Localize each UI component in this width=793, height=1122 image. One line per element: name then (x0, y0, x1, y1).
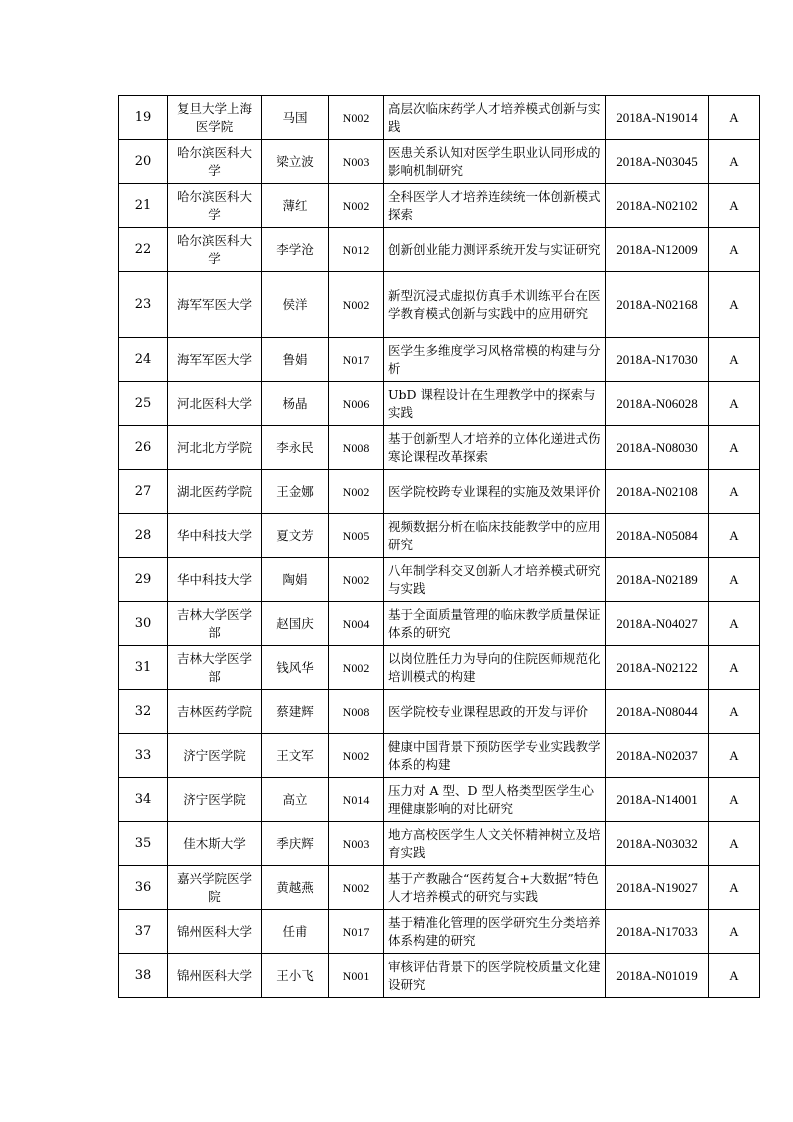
cell-project-id: 2018A-N19027 (606, 866, 709, 910)
cell-category: N014 (329, 778, 384, 822)
cell-person: 鲁娟 (262, 338, 329, 382)
cell-institution: 哈尔滨医科大学 (168, 228, 262, 272)
cell-title: 高层次临床药学人才培养模式创新与实践 (384, 96, 606, 140)
table-row (119, 778, 760, 822)
cell-number: 20 (119, 140, 168, 184)
cell-title: 地方高校医学生人文关怀精神树立及培育实践 (384, 822, 606, 866)
cell-grade: A (709, 558, 760, 602)
cell-grade: A (709, 470, 760, 514)
cell-number: 36 (119, 866, 168, 910)
cell-category: N012 (329, 228, 384, 272)
table-row (119, 140, 760, 184)
cell-number: 31 (119, 646, 168, 690)
cell-project-id: 2018A-N08044 (606, 690, 709, 734)
cell-title: 八年制学科交叉创新人才培养模式研究与实践 (384, 558, 606, 602)
cell-category: N017 (329, 910, 384, 954)
cell-institution: 华中科技大学 (168, 558, 262, 602)
cell-grade: A (709, 382, 760, 426)
table-row (119, 338, 760, 382)
table-row (119, 272, 760, 338)
table-row (119, 426, 760, 470)
cell-title: 基于产教融合“医药复合+大数据”特色人才培养模式的研究与实践 (384, 866, 606, 910)
cell-institution: 锦州医科大学 (168, 910, 262, 954)
cell-number: 19 (119, 96, 168, 140)
cell-project-id: 2018A-N03045 (606, 140, 709, 184)
cell-category: N005 (329, 514, 384, 558)
table-row (119, 558, 760, 602)
cell-title: UbD 课程设计在生理教学中的探索与实践 (384, 382, 606, 426)
cell-project-id: 2018A-N02189 (606, 558, 709, 602)
cell-grade: A (709, 646, 760, 690)
table-row (119, 228, 760, 272)
cell-grade: A (709, 96, 760, 140)
cell-institution: 嘉兴学院医学院 (168, 866, 262, 910)
cell-grade: A (709, 778, 760, 822)
cell-institution: 佳木斯大学 (168, 822, 262, 866)
cell-title: 医患关系认知对医学生职业认同形成的影响机制研究 (384, 140, 606, 184)
cell-person: 梁立波 (262, 140, 329, 184)
cell-project-id: 2018A-N01019 (606, 954, 709, 998)
cell-institution: 河北北方学院 (168, 426, 262, 470)
cell-institution: 河北医科大学 (168, 382, 262, 426)
cell-title: 全科医学人才培养连续统一体创新模式探索 (384, 184, 606, 228)
cell-category: N008 (329, 690, 384, 734)
table-row (119, 382, 760, 426)
cell-institution: 济宁医学院 (168, 734, 262, 778)
cell-number: 21 (119, 184, 168, 228)
cell-person: 黄越燕 (262, 866, 329, 910)
cell-project-id: 2018A-N17033 (606, 910, 709, 954)
cell-project-id: 2018A-N06028 (606, 382, 709, 426)
cell-category: N002 (329, 470, 384, 514)
cell-title: 医学院校专业课程思政的开发与评价 (384, 690, 606, 734)
cell-project-id: 2018A-N05084 (606, 514, 709, 558)
cell-grade: A (709, 690, 760, 734)
cell-person: 王文军 (262, 734, 329, 778)
table-row (119, 910, 760, 954)
cell-grade: A (709, 184, 760, 228)
cell-category: N003 (329, 140, 384, 184)
cell-title: 压力对 A 型、D 型人格类型医学生心理健康影响的对比研究 (384, 778, 606, 822)
cell-title: 基于精准化管理的医学研究生分类培养体系构建的研究 (384, 910, 606, 954)
cell-institution: 吉林大学医学部 (168, 646, 262, 690)
cell-project-id: 2018A-N17030 (606, 338, 709, 382)
cell-category: N004 (329, 602, 384, 646)
cell-person: 杨晶 (262, 382, 329, 426)
table-row (119, 954, 760, 998)
table-row (119, 690, 760, 734)
cell-number: 33 (119, 734, 168, 778)
cell-grade: A (709, 954, 760, 998)
cell-person: 侯洋 (262, 272, 329, 338)
cell-grade: A (709, 338, 760, 382)
cell-grade: A (709, 272, 760, 338)
cell-grade: A (709, 602, 760, 646)
cell-category: N001 (329, 954, 384, 998)
cell-person: 李永民 (262, 426, 329, 470)
cell-number: 27 (119, 470, 168, 514)
cell-grade: A (709, 822, 760, 866)
cell-grade: A (709, 426, 760, 470)
cell-number: 23 (119, 272, 168, 338)
table-row (119, 514, 760, 558)
cell-grade: A (709, 866, 760, 910)
cell-category: N002 (329, 866, 384, 910)
cell-title: 基于全面质量管理的临床教学质量保证体系的研究 (384, 602, 606, 646)
cell-number: 35 (119, 822, 168, 866)
cell-category: N002 (329, 184, 384, 228)
cell-category: N002 (329, 646, 384, 690)
cell-title: 健康中国背景下预防医学专业实践教学体系的构建 (384, 734, 606, 778)
cell-person: 赵国庆 (262, 602, 329, 646)
cell-project-id: 2018A-N08030 (606, 426, 709, 470)
cell-person: 王小飞 (262, 954, 329, 998)
cell-person: 季庆辉 (262, 822, 329, 866)
cell-institution: 华中科技大学 (168, 514, 262, 558)
cell-person: 马国 (262, 96, 329, 140)
cell-institution: 吉林大学医学部 (168, 602, 262, 646)
cell-title: 医学生多维度学习风格常模的构建与分析 (384, 338, 606, 382)
cell-project-id: 2018A-N02168 (606, 272, 709, 338)
table-row (119, 602, 760, 646)
cell-project-id: 2018A-N02102 (606, 184, 709, 228)
table-row (119, 96, 760, 140)
cell-person: 高立 (262, 778, 329, 822)
cell-institution: 复旦大学上海医学院 (168, 96, 262, 140)
table-row (119, 470, 760, 514)
cell-project-id: 2018A-N04027 (606, 602, 709, 646)
cell-person: 夏文芳 (262, 514, 329, 558)
cell-project-id: 2018A-N02037 (606, 734, 709, 778)
cell-number: 26 (119, 426, 168, 470)
projects-table (118, 95, 760, 998)
cell-category: N008 (329, 426, 384, 470)
cell-institution: 湖北医药学院 (168, 470, 262, 514)
cell-title: 新型沉浸式虚拟仿真手术训练平台在医学教育模式创新与实践中的应用研究 (384, 272, 606, 338)
cell-number: 38 (119, 954, 168, 998)
cell-grade: A (709, 228, 760, 272)
cell-institution: 锦州医科大学 (168, 954, 262, 998)
cell-title: 审核评估背景下的医学院校质量文化建设研究 (384, 954, 606, 998)
cell-category: N002 (329, 558, 384, 602)
cell-category: N002 (329, 272, 384, 338)
cell-number: 25 (119, 382, 168, 426)
cell-category: N002 (329, 96, 384, 140)
cell-person: 钱风华 (262, 646, 329, 690)
cell-title: 基于创新型人才培养的立体化递进式伤寒论课程改革探索 (384, 426, 606, 470)
cell-institution: 海军军医大学 (168, 338, 262, 382)
cell-number: 29 (119, 558, 168, 602)
cell-project-id: 2018A-N02122 (606, 646, 709, 690)
cell-number: 37 (119, 910, 168, 954)
cell-institution: 济宁医学院 (168, 778, 262, 822)
cell-project-id: 2018A-N14001 (606, 778, 709, 822)
table-row (119, 866, 760, 910)
cell-title: 以岗位胜任力为导向的住院医师规范化培训模式的构建 (384, 646, 606, 690)
cell-category: N006 (329, 382, 384, 426)
cell-number: 28 (119, 514, 168, 558)
cell-institution: 海军军医大学 (168, 272, 262, 338)
cell-project-id: 2018A-N03032 (606, 822, 709, 866)
cell-institution: 哈尔滨医科大学 (168, 184, 262, 228)
table-row (119, 822, 760, 866)
cell-grade: A (709, 514, 760, 558)
cell-number: 32 (119, 690, 168, 734)
cell-person: 李学沧 (262, 228, 329, 272)
table-row (119, 646, 760, 690)
cell-number: 30 (119, 602, 168, 646)
cell-grade: A (709, 734, 760, 778)
cell-title: 创新创业能力测评系统开发与实证研究 (384, 228, 606, 272)
cell-person: 蔡建辉 (262, 690, 329, 734)
cell-number: 24 (119, 338, 168, 382)
cell-number: 22 (119, 228, 168, 272)
cell-category: N003 (329, 822, 384, 866)
cell-person: 薄红 (262, 184, 329, 228)
cell-project-id: 2018A-N12009 (606, 228, 709, 272)
cell-title: 视频数据分析在临床技能教学中的应用研究 (384, 514, 606, 558)
table-row (119, 184, 760, 228)
cell-category: N017 (329, 338, 384, 382)
cell-category: N002 (329, 734, 384, 778)
cell-project-id: 2018A-N19014 (606, 96, 709, 140)
table-row (119, 734, 760, 778)
cell-institution: 吉林医药学院 (168, 690, 262, 734)
cell-grade: A (709, 140, 760, 184)
cell-project-id: 2018A-N02108 (606, 470, 709, 514)
cell-institution: 哈尔滨医科大学 (168, 140, 262, 184)
cell-person: 陶娟 (262, 558, 329, 602)
table-body (119, 96, 760, 998)
cell-number: 34 (119, 778, 168, 822)
cell-person: 任甫 (262, 910, 329, 954)
cell-person: 王金娜 (262, 470, 329, 514)
cell-title: 医学院校跨专业课程的实施及效果评价 (384, 470, 606, 514)
cell-grade: A (709, 910, 760, 954)
